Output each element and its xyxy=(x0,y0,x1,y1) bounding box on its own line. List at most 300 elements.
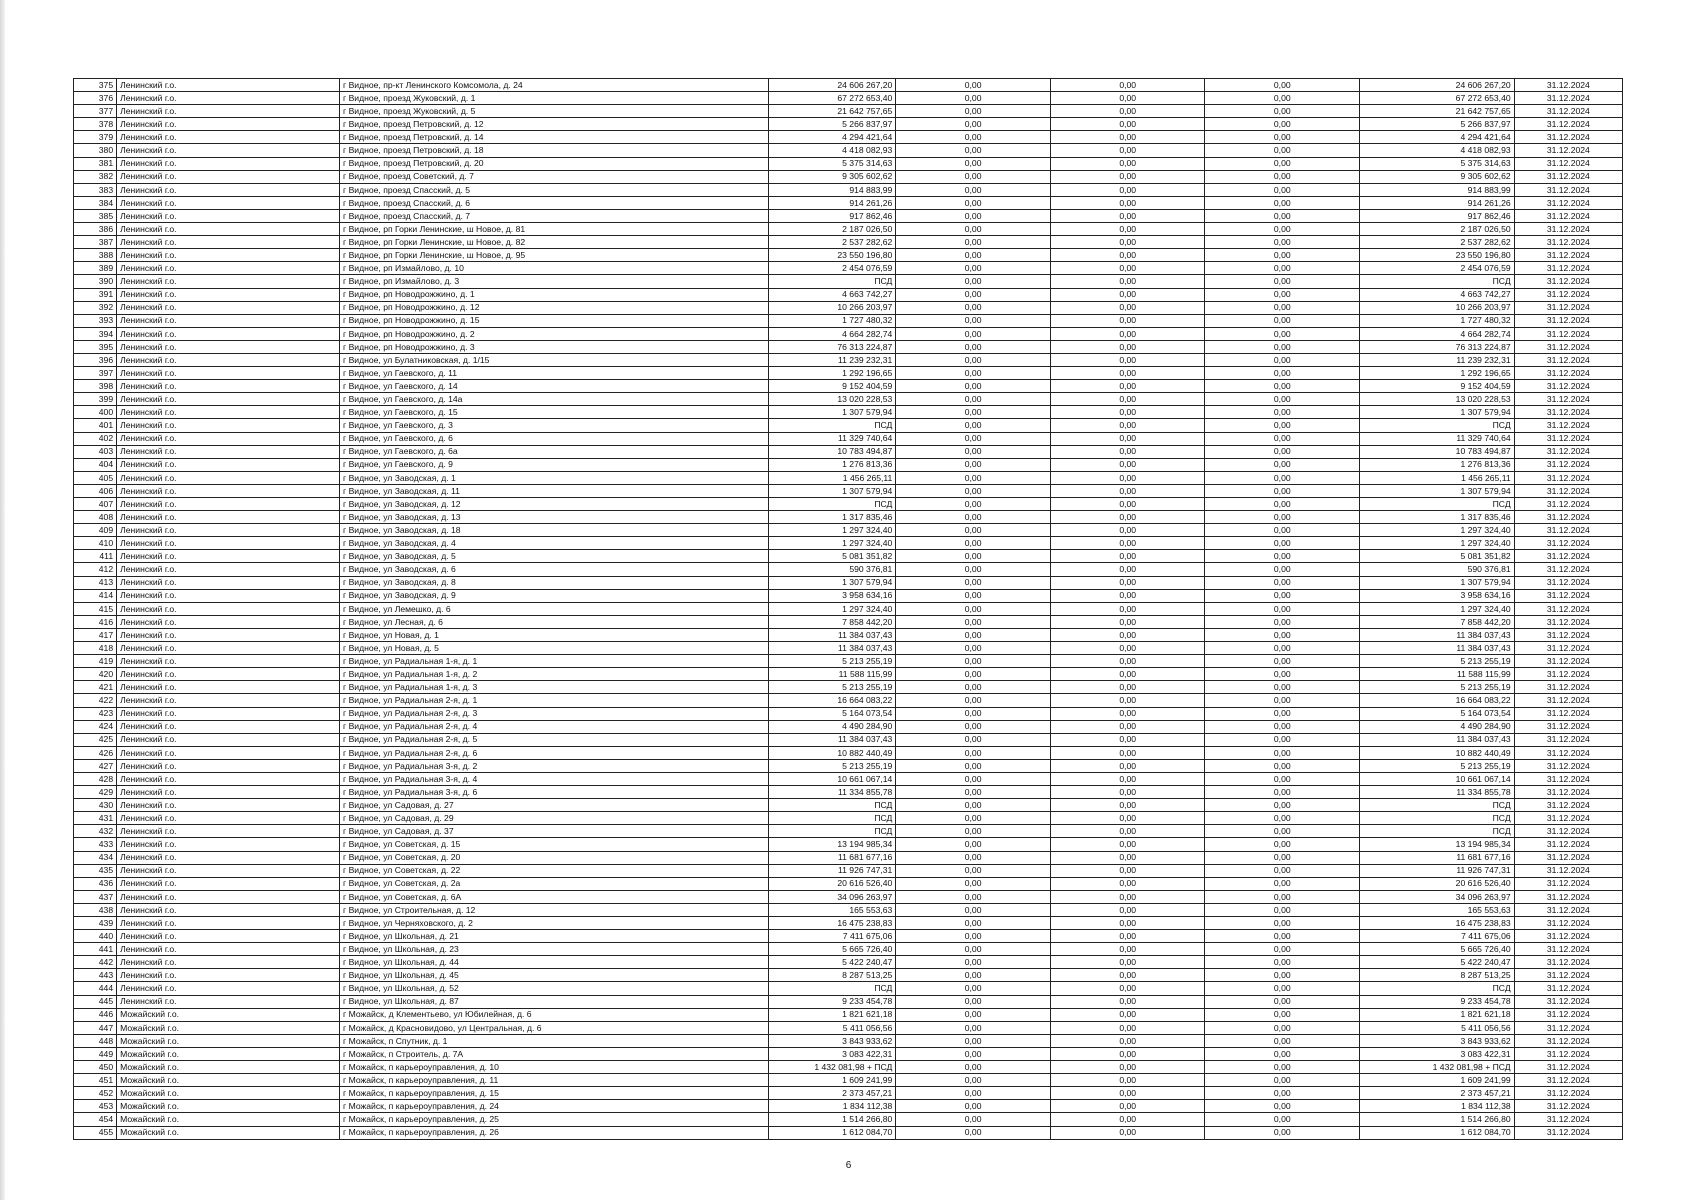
due-date: 31.12.2024 xyxy=(1514,589,1622,602)
table-row xyxy=(74,851,1623,864)
amount-col-4: 0,00 xyxy=(1205,903,1360,916)
table-row xyxy=(74,1034,1623,1047)
amount-final: 5 081 351,82 xyxy=(1360,550,1515,563)
amount-total: 5 375 314,63 xyxy=(769,157,896,170)
table-body xyxy=(74,79,1623,1140)
amount-col-4: 0,00 xyxy=(1205,1126,1360,1139)
due-date: 31.12.2024 xyxy=(1514,511,1622,524)
due-date: 31.12.2024 xyxy=(1514,537,1622,550)
amount-col-3: 0,00 xyxy=(1050,720,1205,733)
amount-final: 11 384 037,43 xyxy=(1360,642,1515,655)
due-date: 31.12.2024 xyxy=(1514,393,1622,406)
amount-total: ПСД xyxy=(769,982,896,995)
municipality: Ленинский г.о. xyxy=(117,838,340,851)
amount-col-4: 0,00 xyxy=(1205,288,1360,301)
due-date: 31.12.2024 xyxy=(1514,1061,1622,1074)
due-date: 31.12.2024 xyxy=(1514,498,1622,511)
amount-total: 9 152 404,59 xyxy=(769,380,896,393)
table-row xyxy=(74,236,1623,249)
address: г Видное, проезд Жуковский, д. 1 xyxy=(340,92,769,105)
row-number: 424 xyxy=(74,720,117,733)
amount-col-4: 0,00 xyxy=(1205,851,1360,864)
due-date: 31.12.2024 xyxy=(1514,105,1622,118)
table-row xyxy=(74,707,1623,720)
row-number: 395 xyxy=(74,340,117,353)
due-date: 31.12.2024 xyxy=(1514,799,1622,812)
municipality: Можайский г.о. xyxy=(117,1126,340,1139)
amount-total: 4 294 421,64 xyxy=(769,131,896,144)
amount-col-4: 0,00 xyxy=(1205,511,1360,524)
amount-col-2: 0,00 xyxy=(896,196,1051,209)
amount-total: 1 297 324,40 xyxy=(769,537,896,550)
table-row xyxy=(74,393,1623,406)
amount-total: 5 665 726,40 xyxy=(769,943,896,956)
amount-col-2: 0,00 xyxy=(896,1047,1051,1060)
row-number: 393 xyxy=(74,314,117,327)
amount-total: 5 164 073,54 xyxy=(769,707,896,720)
row-number: 455 xyxy=(74,1126,117,1139)
municipality: Ленинский г.о. xyxy=(117,314,340,327)
amount-col-4: 0,00 xyxy=(1205,524,1360,537)
amount-col-2: 0,00 xyxy=(896,1008,1051,1021)
amount-final: 9 233 454,78 xyxy=(1360,995,1515,1008)
amount-final: 914 261,26 xyxy=(1360,196,1515,209)
amount-final: 5 422 240,47 xyxy=(1360,956,1515,969)
amount-col-3: 0,00 xyxy=(1050,498,1205,511)
amount-col-4: 0,00 xyxy=(1205,301,1360,314)
amount-col-4: 0,00 xyxy=(1205,786,1360,799)
amount-col-2: 0,00 xyxy=(896,903,1051,916)
address: г Видное, ул Гаевского, д. 15 xyxy=(340,406,769,419)
municipality: Ленинский г.о. xyxy=(117,681,340,694)
amount-total: ПСД xyxy=(769,275,896,288)
municipality: Ленинский г.о. xyxy=(117,694,340,707)
amount-final: 2 537 282,62 xyxy=(1360,236,1515,249)
amount-col-4: 0,00 xyxy=(1205,615,1360,628)
row-number: 450 xyxy=(74,1061,117,1074)
amount-col-3: 0,00 xyxy=(1050,694,1205,707)
table-row xyxy=(74,982,1623,995)
due-date: 31.12.2024 xyxy=(1514,144,1622,157)
amount-col-3: 0,00 xyxy=(1050,602,1205,615)
amount-col-3: 0,00 xyxy=(1050,917,1205,930)
address: г Можайск, п карьероуправления, д. 25 xyxy=(340,1113,769,1126)
amount-col-4: 0,00 xyxy=(1205,877,1360,890)
amount-col-3: 0,00 xyxy=(1050,628,1205,641)
address: г Видное, ул Советская, д. 20 xyxy=(340,851,769,864)
amount-total: 1 612 084,70 xyxy=(769,1126,896,1139)
amount-total: 4 664 282,74 xyxy=(769,327,896,340)
amount-col-3: 0,00 xyxy=(1050,799,1205,812)
due-date: 31.12.2024 xyxy=(1514,786,1622,799)
due-date: 31.12.2024 xyxy=(1514,183,1622,196)
row-number: 397 xyxy=(74,367,117,380)
amount-col-4: 0,00 xyxy=(1205,733,1360,746)
amount-total: 9 233 454,78 xyxy=(769,995,896,1008)
municipality: Ленинский г.о. xyxy=(117,812,340,825)
amount-col-2: 0,00 xyxy=(896,812,1051,825)
row-number: 454 xyxy=(74,1113,117,1126)
municipality: Ленинский г.о. xyxy=(117,772,340,785)
due-date: 31.12.2024 xyxy=(1514,759,1622,772)
amount-col-4: 0,00 xyxy=(1205,825,1360,838)
address: г Видное, рп Новодрожжино, д. 2 xyxy=(340,327,769,340)
row-number: 451 xyxy=(74,1074,117,1087)
due-date: 31.12.2024 xyxy=(1514,995,1622,1008)
row-number: 411 xyxy=(74,550,117,563)
amount-col-4: 0,00 xyxy=(1205,655,1360,668)
address: г Видное, ул Радиальная 2-я, д. 5 xyxy=(340,733,769,746)
amount-final: 11 926 747,31 xyxy=(1360,864,1515,877)
address: г Видное, ул Радиальная 1-я, д. 3 xyxy=(340,681,769,694)
table-row xyxy=(74,223,1623,236)
amount-total: 1 514 266,80 xyxy=(769,1113,896,1126)
municipality: Ленинский г.о. xyxy=(117,340,340,353)
table-row xyxy=(74,524,1623,537)
table-row xyxy=(74,537,1623,550)
amount-col-2: 0,00 xyxy=(896,170,1051,183)
amount-final: 21 642 757,65 xyxy=(1360,105,1515,118)
amount-col-4: 0,00 xyxy=(1205,720,1360,733)
due-date: 31.12.2024 xyxy=(1514,406,1622,419)
amount-col-3: 0,00 xyxy=(1050,812,1205,825)
municipality: Ленинский г.о. xyxy=(117,79,340,92)
amount-total: 1 297 324,40 xyxy=(769,524,896,537)
table-row xyxy=(74,917,1623,930)
amount-total: 76 313 224,87 xyxy=(769,340,896,353)
amount-final: 5 665 726,40 xyxy=(1360,943,1515,956)
amount-col-2: 0,00 xyxy=(896,353,1051,366)
amount-final: 10 882 440,49 xyxy=(1360,746,1515,759)
row-number: 406 xyxy=(74,484,117,497)
amount-total: 5 213 255,19 xyxy=(769,759,896,772)
amount-final: 3 958 634,16 xyxy=(1360,589,1515,602)
amount-col-4: 0,00 xyxy=(1205,340,1360,353)
amount-col-2: 0,00 xyxy=(896,943,1051,956)
amount-col-3: 0,00 xyxy=(1050,1113,1205,1126)
amount-col-3: 0,00 xyxy=(1050,864,1205,877)
amount-col-3: 0,00 xyxy=(1050,196,1205,209)
row-number: 386 xyxy=(74,223,117,236)
table-row xyxy=(74,262,1623,275)
amount-col-3: 0,00 xyxy=(1050,1126,1205,1139)
address: г Видное, ул Радиальная 2-я, д. 3 xyxy=(340,707,769,720)
amount-col-2: 0,00 xyxy=(896,694,1051,707)
amount-total: 5 081 351,82 xyxy=(769,550,896,563)
amount-col-3: 0,00 xyxy=(1050,838,1205,851)
due-date: 31.12.2024 xyxy=(1514,615,1622,628)
municipality: Ленинский г.о. xyxy=(117,484,340,497)
row-number: 428 xyxy=(74,772,117,785)
due-date: 31.12.2024 xyxy=(1514,1074,1622,1087)
municipality: Ленинский г.о. xyxy=(117,903,340,916)
amount-col-2: 0,00 xyxy=(896,1087,1051,1100)
address: г Видное, проезд Спасский, д. 7 xyxy=(340,209,769,222)
amount-col-3: 0,00 xyxy=(1050,170,1205,183)
table-row xyxy=(74,196,1623,209)
amount-col-4: 0,00 xyxy=(1205,602,1360,615)
row-number: 433 xyxy=(74,838,117,851)
table-row xyxy=(74,249,1623,262)
row-number: 385 xyxy=(74,209,117,222)
address: г Видное, пр-кт Ленинского Комсомола, д. 24 xyxy=(340,79,769,92)
amount-col-2: 0,00 xyxy=(896,864,1051,877)
amount-col-4: 0,00 xyxy=(1205,930,1360,943)
amount-col-3: 0,00 xyxy=(1050,1087,1205,1100)
table-row xyxy=(74,1074,1623,1087)
municipality: Можайский г.о. xyxy=(117,1113,340,1126)
address: г Видное, ул Радиальная 3-я, д. 4 xyxy=(340,772,769,785)
due-date: 31.12.2024 xyxy=(1514,157,1622,170)
amount-col-2: 0,00 xyxy=(896,367,1051,380)
amount-col-2: 0,00 xyxy=(896,707,1051,720)
amount-total: 4 663 742,27 xyxy=(769,288,896,301)
amount-total: 590 376,81 xyxy=(769,563,896,576)
table-row xyxy=(74,1126,1623,1139)
row-number: 375 xyxy=(74,79,117,92)
due-date: 31.12.2024 xyxy=(1514,943,1622,956)
amount-final: 1 297 324,40 xyxy=(1360,524,1515,537)
amount-final: 2 187 026,50 xyxy=(1360,223,1515,236)
table-row xyxy=(74,825,1623,838)
row-number: 447 xyxy=(74,1021,117,1034)
amount-col-3: 0,00 xyxy=(1050,419,1205,432)
due-date: 31.12.2024 xyxy=(1514,524,1622,537)
amount-col-2: 0,00 xyxy=(896,576,1051,589)
municipality: Ленинский г.о. xyxy=(117,890,340,903)
row-number: 390 xyxy=(74,275,117,288)
municipality: Можайский г.о. xyxy=(117,1074,340,1087)
row-number: 425 xyxy=(74,733,117,746)
table-row xyxy=(74,733,1623,746)
amount-col-4: 0,00 xyxy=(1205,1113,1360,1126)
amount-col-2: 0,00 xyxy=(896,772,1051,785)
row-number: 382 xyxy=(74,170,117,183)
amount-col-3: 0,00 xyxy=(1050,288,1205,301)
table-row xyxy=(74,615,1623,628)
amount-total: 11 681 677,16 xyxy=(769,851,896,864)
amount-total: 1 292 196,65 xyxy=(769,367,896,380)
due-date: 31.12.2024 xyxy=(1514,353,1622,366)
due-date: 31.12.2024 xyxy=(1514,681,1622,694)
due-date: 31.12.2024 xyxy=(1514,746,1622,759)
table-row xyxy=(74,772,1623,785)
amount-final: 1 609 241,99 xyxy=(1360,1074,1515,1087)
amount-col-4: 0,00 xyxy=(1205,576,1360,589)
amount-col-3: 0,00 xyxy=(1050,327,1205,340)
amount-col-3: 0,00 xyxy=(1050,314,1205,327)
municipality: Ленинский г.о. xyxy=(117,262,340,275)
municipality: Ленинский г.о. xyxy=(117,615,340,628)
amount-col-2: 0,00 xyxy=(896,498,1051,511)
amount-col-3: 0,00 xyxy=(1050,511,1205,524)
amount-col-4: 0,00 xyxy=(1205,314,1360,327)
address: г Можайск, п карьероуправления, д. 15 xyxy=(340,1087,769,1100)
row-number: 383 xyxy=(74,183,117,196)
amount-col-3: 0,00 xyxy=(1050,877,1205,890)
due-date: 31.12.2024 xyxy=(1514,262,1622,275)
address: г Видное, рп Измайлово, д. 10 xyxy=(340,262,769,275)
amount-col-2: 0,00 xyxy=(896,969,1051,982)
due-date: 31.12.2024 xyxy=(1514,249,1622,262)
amount-col-3: 0,00 xyxy=(1050,458,1205,471)
amount-final: 13 194 985,34 xyxy=(1360,838,1515,851)
table-row xyxy=(74,1021,1623,1034)
amount-col-4: 0,00 xyxy=(1205,79,1360,92)
table-row xyxy=(74,956,1623,969)
table-row xyxy=(74,890,1623,903)
amount-final: ПСД xyxy=(1360,812,1515,825)
amount-col-2: 0,00 xyxy=(896,1074,1051,1087)
amount-col-3: 0,00 xyxy=(1050,275,1205,288)
due-date: 31.12.2024 xyxy=(1514,471,1622,484)
municipality: Ленинский г.о. xyxy=(117,118,340,131)
address: г Видное, ул Советская, д. 6А xyxy=(340,890,769,903)
amount-final: 1 307 579,94 xyxy=(1360,576,1515,589)
row-number: 449 xyxy=(74,1047,117,1060)
row-number: 408 xyxy=(74,511,117,524)
amount-final: 5 213 255,19 xyxy=(1360,681,1515,694)
table-row xyxy=(74,118,1623,131)
table-row xyxy=(74,1008,1623,1021)
amount-col-2: 0,00 xyxy=(896,602,1051,615)
amount-total: 165 553,63 xyxy=(769,903,896,916)
row-number: 443 xyxy=(74,969,117,982)
table-row xyxy=(74,79,1623,92)
amount-col-3: 0,00 xyxy=(1050,825,1205,838)
due-date: 31.12.2024 xyxy=(1514,209,1622,222)
amount-final: 2 373 457,21 xyxy=(1360,1087,1515,1100)
municipality: Ленинский г.о. xyxy=(117,419,340,432)
amount-col-4: 0,00 xyxy=(1205,380,1360,393)
table-row xyxy=(74,445,1623,458)
amount-total: 10 882 440,49 xyxy=(769,746,896,759)
scan-edge-shadow xyxy=(0,0,5,1200)
amount-col-4: 0,00 xyxy=(1205,563,1360,576)
table-row xyxy=(74,903,1623,916)
address: г Видное, ул Заводская, д. 11 xyxy=(340,484,769,497)
address: г Видное, ул Гаевского, д. 14а xyxy=(340,393,769,406)
municipality: Можайский г.о. xyxy=(117,1061,340,1074)
due-date: 31.12.2024 xyxy=(1514,864,1622,877)
address: г Видное, рп Новодрожжино, д. 15 xyxy=(340,314,769,327)
amount-total: 13 020 228,53 xyxy=(769,393,896,406)
municipality: Ленинский г.о. xyxy=(117,367,340,380)
amount-col-4: 0,00 xyxy=(1205,406,1360,419)
amount-total: 1 307 579,94 xyxy=(769,406,896,419)
due-date: 31.12.2024 xyxy=(1514,930,1622,943)
amount-col-3: 0,00 xyxy=(1050,393,1205,406)
amount-col-3: 0,00 xyxy=(1050,1021,1205,1034)
address: г Видное, ул Садовая, д. 27 xyxy=(340,799,769,812)
due-date: 31.12.2024 xyxy=(1514,1008,1622,1021)
due-date: 31.12.2024 xyxy=(1514,720,1622,733)
amount-col-3: 0,00 xyxy=(1050,890,1205,903)
table-row xyxy=(74,877,1623,890)
municipality: Ленинский г.о. xyxy=(117,249,340,262)
amount-total: 917 862,46 xyxy=(769,209,896,222)
municipality: Ленинский г.о. xyxy=(117,668,340,681)
amount-col-4: 0,00 xyxy=(1205,196,1360,209)
municipality: Ленинский г.о. xyxy=(117,733,340,746)
amount-final: 16 475 238,83 xyxy=(1360,917,1515,930)
table-row xyxy=(74,1047,1623,1060)
due-date: 31.12.2024 xyxy=(1514,432,1622,445)
amount-col-3: 0,00 xyxy=(1050,380,1205,393)
amount-col-2: 0,00 xyxy=(896,380,1051,393)
municipality: Ленинский г.о. xyxy=(117,157,340,170)
municipality: Ленинский г.о. xyxy=(117,445,340,458)
municipality: Ленинский г.о. xyxy=(117,196,340,209)
amount-col-3: 0,00 xyxy=(1050,1061,1205,1074)
amount-col-2: 0,00 xyxy=(896,144,1051,157)
address: г Видное, ул Гаевского, д. 6а xyxy=(340,445,769,458)
amount-final: 1 297 324,40 xyxy=(1360,602,1515,615)
amount-final: 1 514 266,80 xyxy=(1360,1113,1515,1126)
table-row xyxy=(74,432,1623,445)
address: г Видное, рп Горки Ленинские, ш Новое, д. 95 xyxy=(340,249,769,262)
amount-col-4: 0,00 xyxy=(1205,746,1360,759)
amount-final: 4 663 742,27 xyxy=(1360,288,1515,301)
row-number: 422 xyxy=(74,694,117,707)
row-number: 419 xyxy=(74,655,117,668)
row-number: 446 xyxy=(74,1008,117,1021)
amount-final: 11 239 232,31 xyxy=(1360,353,1515,366)
amount-col-2: 0,00 xyxy=(896,956,1051,969)
amount-final: 1 276 813,36 xyxy=(1360,458,1515,471)
due-date: 31.12.2024 xyxy=(1514,550,1622,563)
amount-final: ПСД xyxy=(1360,982,1515,995)
table-row xyxy=(74,419,1623,432)
amount-col-2: 0,00 xyxy=(896,563,1051,576)
amount-col-4: 0,00 xyxy=(1205,1034,1360,1047)
table-row xyxy=(74,812,1623,825)
table-row xyxy=(74,340,1623,353)
address: г Видное, ул Новая, д. 1 xyxy=(340,628,769,641)
row-number: 407 xyxy=(74,498,117,511)
amount-total: 11 384 037,43 xyxy=(769,733,896,746)
table-row xyxy=(74,838,1623,851)
amount-col-2: 0,00 xyxy=(896,930,1051,943)
address: г Видное, ул Новая, д. 5 xyxy=(340,642,769,655)
amount-col-4: 0,00 xyxy=(1205,157,1360,170)
amount-col-4: 0,00 xyxy=(1205,864,1360,877)
due-date: 31.12.2024 xyxy=(1514,707,1622,720)
amount-col-4: 0,00 xyxy=(1205,707,1360,720)
amount-final: 7 858 442,20 xyxy=(1360,615,1515,628)
municipality: Ленинский г.о. xyxy=(117,275,340,288)
municipality: Можайский г.о. xyxy=(117,1087,340,1100)
row-number: 444 xyxy=(74,982,117,995)
table-row xyxy=(74,511,1623,524)
municipality: Ленинский г.о. xyxy=(117,236,340,249)
row-number: 426 xyxy=(74,746,117,759)
amount-col-2: 0,00 xyxy=(896,550,1051,563)
table-row xyxy=(74,969,1623,982)
address: г Видное, ул Лемешко, д. 6 xyxy=(340,602,769,615)
address: г Видное, ул Заводская, д. 12 xyxy=(340,498,769,511)
amount-total: 2 187 026,50 xyxy=(769,223,896,236)
amount-col-2: 0,00 xyxy=(896,301,1051,314)
address: г Видное, ул Радиальная 2-я, д. 6 xyxy=(340,746,769,759)
row-number: 431 xyxy=(74,812,117,825)
row-number: 421 xyxy=(74,681,117,694)
amount-final: 11 384 037,43 xyxy=(1360,628,1515,641)
amount-final: 1 297 324,40 xyxy=(1360,537,1515,550)
amount-total: 1 307 579,94 xyxy=(769,484,896,497)
due-date: 31.12.2024 xyxy=(1514,458,1622,471)
amount-total: 1 317 835,46 xyxy=(769,511,896,524)
